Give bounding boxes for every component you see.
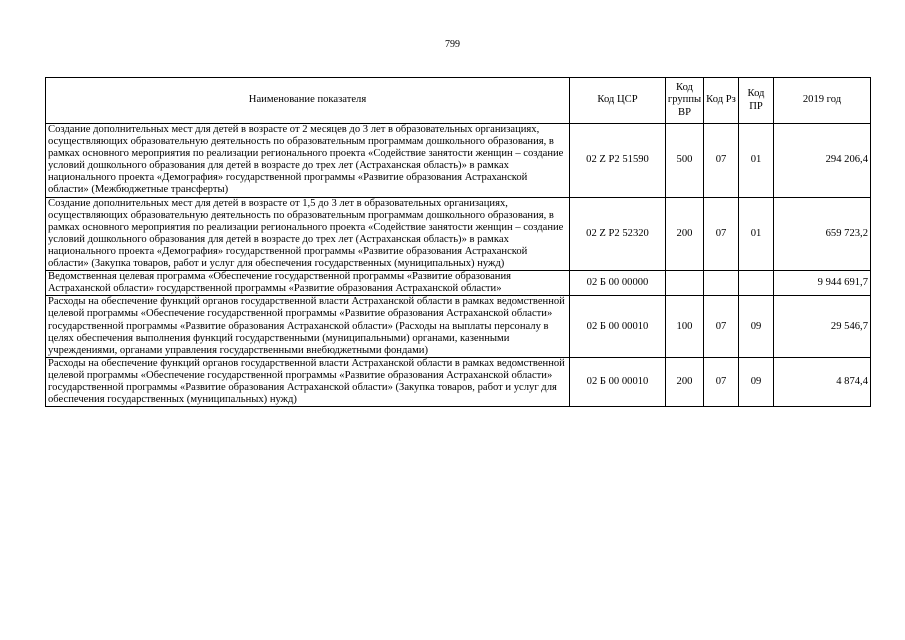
row-name: Расходы на обеспечение функций органов государственной власти Астраханской области в рамках ведомственной целевой программы «Обеспечение государственной программы «Развитие образования Астраханской области» государственной программы «Развитие образования Астраханской области» (Закупка товаров, работ и услуг для обеспечения государственных (муниципальных) нужд) xyxy=(46,357,570,406)
row-vr-code: 200 xyxy=(666,357,704,406)
row-name: Создание дополнительных мест для детей в возрасте от 1,5 до 3 лет в образовательных организациях, осуществляющих образовательную деятельность по образовательным программам дошкольного образования, в рамках основного мероприятия по реализации регионального проекта «Содействие занятости женщин – создание условий дошкольного образования для детей в возрасте до трех лет (Астраханская область)» в рамках национального проекта «Демография» государственной программы «Развитие образования Астраханской области» (Закупка товаров, работ и услуг для обеспечения государственных (муниципальных) нужд) xyxy=(46,197,570,271)
header-rz: Код Рз xyxy=(704,78,739,124)
row-pr-code: 01 xyxy=(739,197,774,271)
row-vr-code: 500 xyxy=(666,124,704,198)
row-pr-code: 01 xyxy=(739,124,774,198)
row-amount: 9 944 691,7 xyxy=(774,271,871,296)
budget-table xyxy=(45,77,871,407)
table-row xyxy=(46,296,871,357)
row-csr-code: 02 Б 00 00000 xyxy=(570,271,666,296)
row-rz-code: 07 xyxy=(704,124,739,198)
row-rz-code: 07 xyxy=(704,197,739,271)
row-amount: 4 874,4 xyxy=(774,357,871,406)
row-pr-code xyxy=(739,271,774,296)
row-amount: 29 546,7 xyxy=(774,296,871,357)
header-year: 2019 год xyxy=(774,78,871,124)
row-vr-code xyxy=(666,271,704,296)
row-vr-code: 200 xyxy=(666,197,704,271)
row-amount: 659 723,2 xyxy=(774,197,871,271)
row-name: Создание дополнительных мест для детей в возрасте от 2 месяцев до 3 лет в образовательных организациях, осуществляющих образовательную деятельность по образовательным программам дошкольного образования, в рамках основного мероприятия по реализации регионального проекта «Содействие занятости женщин – создание условий дошкольного образования для детей в возрасте до трех лет (Астраханская область)» в рамках национального проекта «Демография» государственной программы «Развитие образования Астраханской области» (Межбюджетные трансферты) xyxy=(46,124,570,198)
table-row xyxy=(46,357,871,406)
row-pr-code: 09 xyxy=(739,296,774,357)
row-csr-code: 02 Z P2 51590 xyxy=(570,124,666,198)
row-rz-code xyxy=(704,271,739,296)
header-pr: Код ПР xyxy=(739,78,774,124)
row-csr-code: 02 Б 00 00010 xyxy=(570,357,666,406)
page-number: 799 xyxy=(445,39,460,50)
row-amount: 294 206,4 xyxy=(774,124,871,198)
row-rz-code: 07 xyxy=(704,296,739,357)
row-csr-code: 02 Z P2 52320 xyxy=(570,197,666,271)
table-row xyxy=(46,271,871,296)
row-rz-code: 07 xyxy=(704,357,739,406)
row-name: Расходы на обеспечение функций органов государственной власти Астраханской области в рамках ведомственной целевой программы «Обеспечение государственной программы «Развитие образования Астраханской области» государственной программы «Развитие образования Астраханской области» (Расходы на выплаты персоналу в целях обеспечения выполнения функций государственными (муниципальными) органами, казенными учреждениями, органами управления государственными внебюджетными фондами) xyxy=(46,296,570,357)
row-vr-code: 100 xyxy=(666,296,704,357)
row-csr-code: 02 Б 00 00010 xyxy=(570,296,666,357)
header-csr: Код ЦСР xyxy=(570,78,666,124)
row-pr-code: 09 xyxy=(739,357,774,406)
row-name: Ведомственная целевая программа «Обеспечение государственной программы «Развитие образования Астраханской области» государственной программы «Развитие образования Астраханской области» xyxy=(46,271,570,296)
header-vr: Код группы ВР xyxy=(666,78,704,124)
table-row xyxy=(46,124,871,198)
table-header-row xyxy=(46,78,871,124)
header-name: Наименование показателя xyxy=(46,78,570,124)
table-row xyxy=(46,197,871,271)
